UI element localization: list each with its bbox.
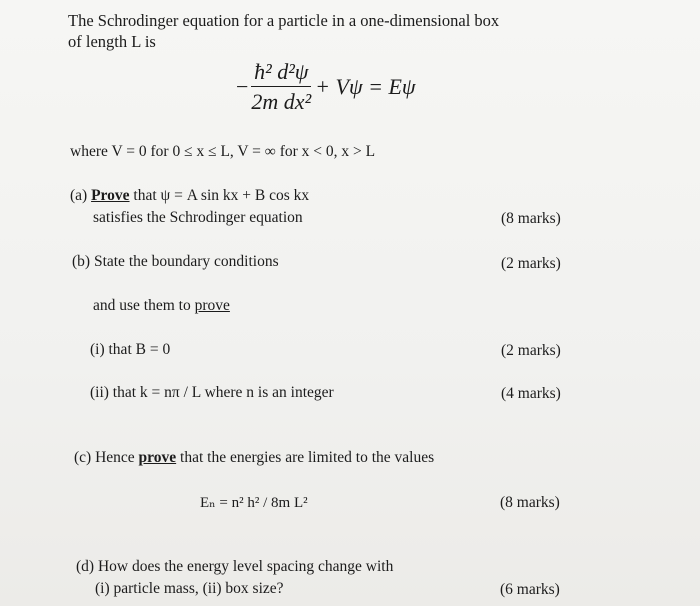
part-a-keyword: Prove bbox=[91, 187, 130, 204]
part-a-marks: (8 marks) bbox=[501, 210, 561, 227]
part-b-line-2 bbox=[93, 297, 230, 315]
equation-rest: + Vψ = Eψ bbox=[315, 74, 416, 99]
equation-denominator: 2m dx² bbox=[251, 89, 312, 114]
equation-numerator: ħ² d²ψ bbox=[251, 60, 311, 87]
part-a-rest: that ψ = A sin kx + B cos kx bbox=[129, 187, 310, 204]
equation-minus: − bbox=[236, 74, 249, 99]
intro-text bbox=[68, 10, 499, 52]
part-b-marks: (2 marks) bbox=[501, 255, 561, 272]
schrodinger-equation bbox=[236, 60, 416, 114]
part-a-prefix: (a) bbox=[70, 187, 92, 204]
part-d-line-1: (d) How does the energy level spacing change with bbox=[76, 558, 394, 575]
part-b-i-marks: (2 marks) bbox=[501, 342, 561, 359]
part-b-ii-text: (ii) that k = nπ / L where n is an integer bbox=[90, 384, 334, 401]
part-c-rest: that the energies are limited to the values bbox=[176, 449, 435, 466]
part-d-line-2: (i) particle mass, (ii) box size? bbox=[95, 580, 284, 597]
part-c-marks: (8 marks) bbox=[500, 494, 560, 511]
part-c-line-1 bbox=[74, 449, 434, 467]
part-d-marks: (6 marks) bbox=[500, 581, 560, 598]
part-a-line-1 bbox=[70, 187, 309, 205]
part-b-i-text: (i) that B = 0 bbox=[90, 341, 171, 358]
part-a-line-2: satisfies the Schrodinger equation bbox=[93, 209, 303, 226]
potential-conditions: where V = 0 for 0 ≤ x ≤ L, V = ∞ for x < 0, x > L bbox=[70, 143, 376, 160]
part-b-line-2-prefix: and use them to bbox=[93, 297, 195, 314]
energy-formula: Eₙ = n² h² / 8m L² bbox=[200, 495, 308, 511]
part-b-ii-marks: (4 marks) bbox=[501, 385, 561, 402]
intro-line-1: The Schrodinger equation for a particle in a one-dimensional box bbox=[68, 11, 500, 30]
equation-fraction bbox=[251, 60, 311, 114]
part-b-line-2-keyword: prove bbox=[194, 297, 230, 314]
part-c-prefix: (c) Hence bbox=[74, 449, 139, 466]
part-c-keyword: prove bbox=[138, 449, 177, 466]
intro-line-2: of length L is bbox=[68, 32, 156, 51]
part-b-line-1: (b) State the boundary conditions bbox=[72, 253, 279, 270]
